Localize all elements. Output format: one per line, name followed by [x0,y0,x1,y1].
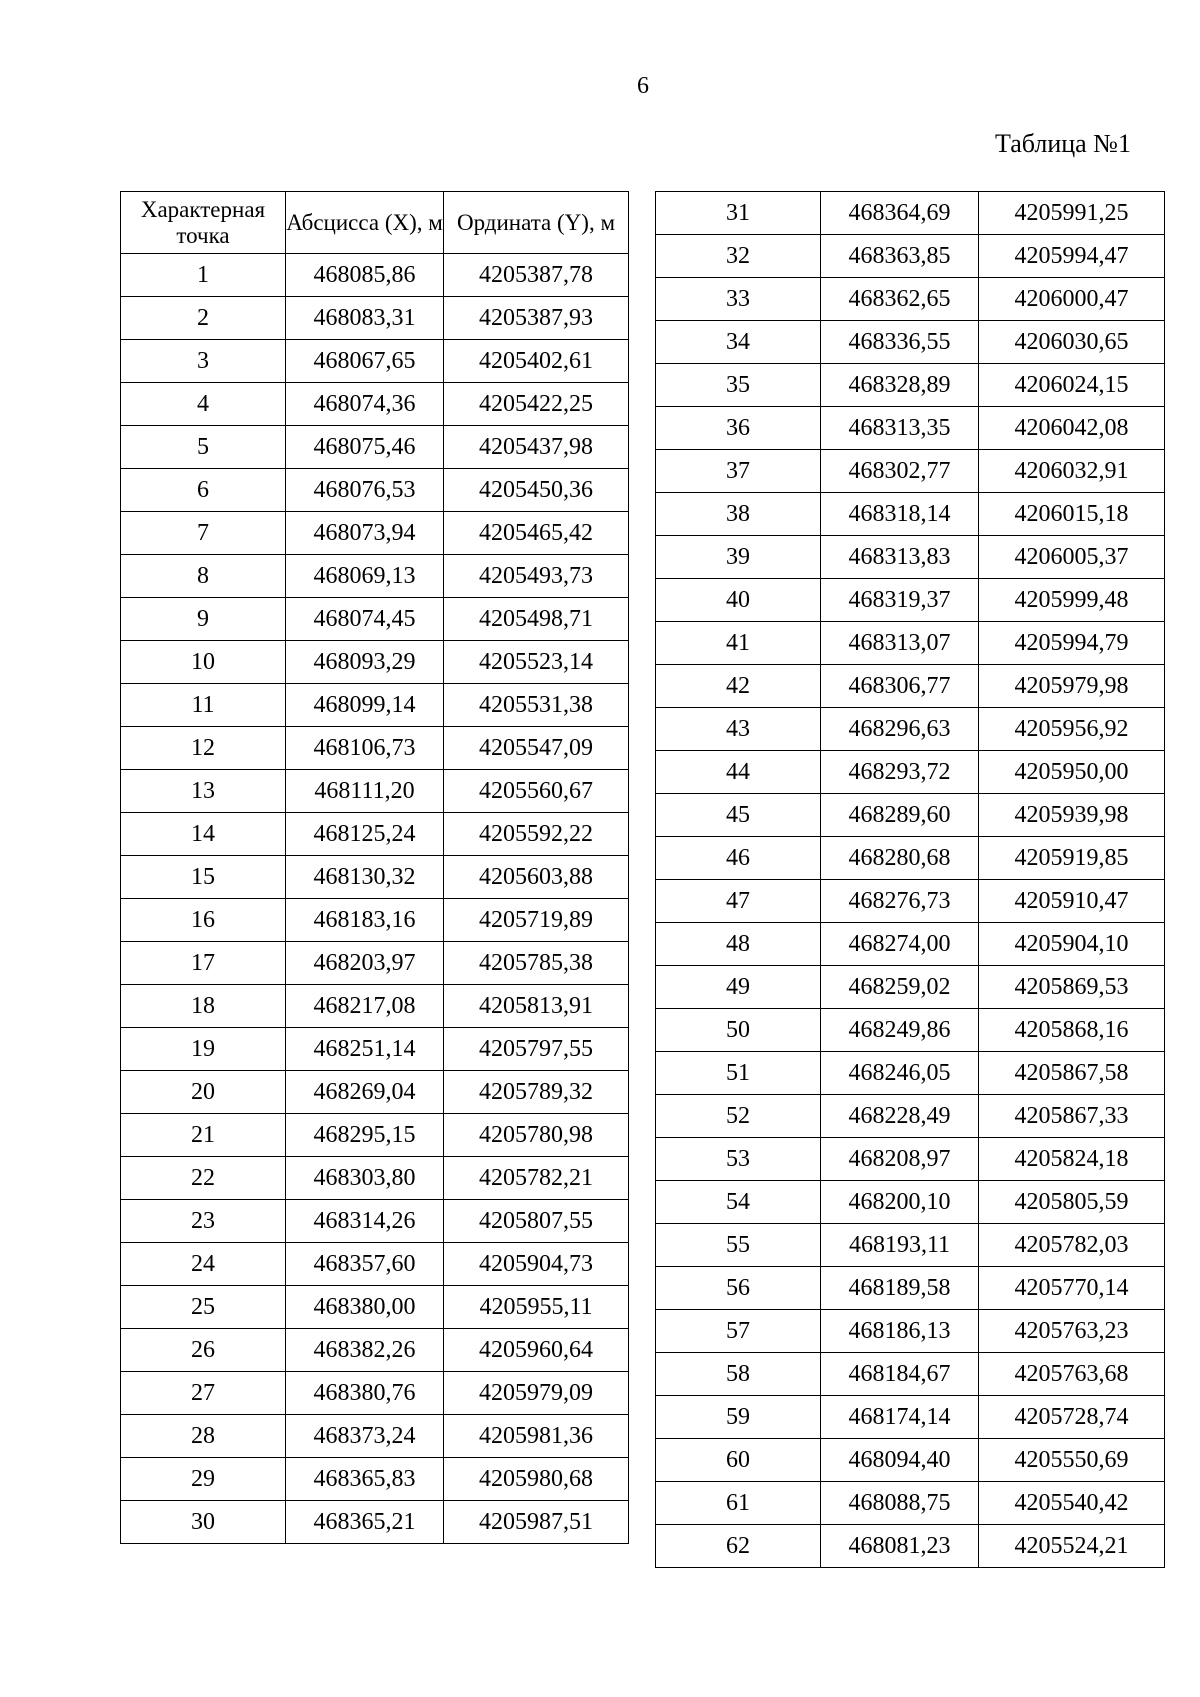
table-row [656,407,1165,450]
ordinate-cell: 4205950,00 [979,751,1165,794]
point-number-cell: 12 [121,727,286,770]
table-row [121,1243,629,1286]
abscissa-cell: 468246,05 [821,1052,979,1095]
table-row [121,942,629,985]
point-number-cell: 18 [121,985,286,1028]
ordinate-cell: 4205540,42 [979,1482,1165,1525]
table-row [656,665,1165,708]
abscissa-cell: 468380,76 [286,1372,444,1415]
table-row [656,278,1165,321]
table-row [656,364,1165,407]
abscissa-cell: 468088,75 [821,1482,979,1525]
table-row [121,985,629,1028]
point-number-cell: 11 [121,684,286,727]
table-row [656,751,1165,794]
point-number-cell: 48 [656,923,821,966]
abscissa-cell: 468081,23 [821,1525,979,1568]
ordinate-cell: 4205956,92 [979,708,1165,751]
point-number-cell: 25 [121,1286,286,1329]
ordinate-cell: 4205782,21 [444,1157,629,1200]
table-row [121,1372,629,1415]
ordinate-cell: 4205979,98 [979,665,1165,708]
table-row [656,536,1165,579]
ordinate-cell: 4205910,47 [979,880,1165,923]
ordinate-cell: 4206042,08 [979,407,1165,450]
abscissa-cell: 468083,31 [286,297,444,340]
point-number-cell: 20 [121,1071,286,1114]
ordinate-cell: 4205560,67 [444,770,629,813]
table-body-left [121,254,629,1544]
point-number-cell: 3 [121,340,286,383]
table-row [656,1224,1165,1267]
ordinate-cell: 4206032,91 [979,450,1165,493]
abscissa-cell: 468203,97 [286,942,444,985]
table-row [656,450,1165,493]
table-row [121,684,629,727]
point-number-cell: 6 [121,469,286,512]
table-row [656,321,1165,364]
table-row [656,708,1165,751]
table-row [656,794,1165,837]
ordinate-cell: 4205603,88 [444,856,629,899]
table-row [121,1286,629,1329]
abscissa-cell: 468067,65 [286,340,444,383]
point-number-cell: 26 [121,1329,286,1372]
point-number-cell: 23 [121,1200,286,1243]
point-number-cell: 55 [656,1224,821,1267]
ordinate-cell: 4205999,48 [979,579,1165,622]
point-number-cell: 31 [656,192,821,235]
abscissa-cell: 468183,16 [286,899,444,942]
table-row [121,383,629,426]
abscissa-cell: 468259,02 [821,966,979,1009]
abscissa-cell: 468363,85 [821,235,979,278]
table-row [656,1267,1165,1310]
point-number-cell: 53 [656,1138,821,1181]
abscissa-cell: 468295,15 [286,1114,444,1157]
ordinate-cell: 4205770,14 [979,1267,1165,1310]
point-number-cell: 2 [121,297,286,340]
table-row [656,1482,1165,1525]
ordinate-cell: 4206000,47 [979,278,1165,321]
ordinate-cell: 4205960,64 [444,1329,629,1372]
abscissa-cell: 468302,77 [821,450,979,493]
table-row [121,297,629,340]
abscissa-cell: 468365,83 [286,1458,444,1501]
ordinate-cell: 4205980,68 [444,1458,629,1501]
coordinates-table-right [655,191,1165,1568]
point-number-cell: 7 [121,512,286,555]
table-row [121,770,629,813]
point-number-cell: 1 [121,254,286,297]
table-row [656,1052,1165,1095]
point-number-cell: 59 [656,1396,821,1439]
ordinate-cell: 4205955,11 [444,1286,629,1329]
ordinate-cell: 4205807,55 [444,1200,629,1243]
point-number-cell: 22 [121,1157,286,1200]
abscissa-cell: 468074,45 [286,598,444,641]
point-number-cell: 57 [656,1310,821,1353]
table-row [121,856,629,899]
point-number-cell: 38 [656,493,821,536]
point-number-cell: 42 [656,665,821,708]
abscissa-cell: 468293,72 [821,751,979,794]
ordinate-cell: 4205782,03 [979,1224,1165,1267]
point-number-cell: 21 [121,1114,286,1157]
table-row [121,1157,629,1200]
table-row [121,555,629,598]
abscissa-cell: 468106,73 [286,727,444,770]
point-number-cell: 41 [656,622,821,665]
point-number-cell: 51 [656,1052,821,1095]
ordinate-cell: 4205498,71 [444,598,629,641]
ordinate-cell: 4205904,10 [979,923,1165,966]
abscissa-cell: 468313,07 [821,622,979,665]
table-row [121,426,629,469]
abscissa-cell: 468318,14 [821,493,979,536]
point-number-cell: 61 [656,1482,821,1525]
table-header-row [121,192,629,254]
header-abscissa: Абсцисса (X), м [286,192,444,254]
abscissa-cell: 468373,24 [286,1415,444,1458]
ordinate-cell: 4205919,85 [979,837,1165,880]
ordinate-cell: 4205939,98 [979,794,1165,837]
abscissa-cell: 468380,00 [286,1286,444,1329]
table-row [121,1114,629,1157]
table-row [656,192,1165,235]
point-number-cell: 45 [656,794,821,837]
ordinate-cell: 4205387,93 [444,297,629,340]
point-number-cell: 37 [656,450,821,493]
ordinate-cell: 4205994,47 [979,235,1165,278]
ordinate-cell: 4205987,51 [444,1501,629,1544]
abscissa-cell: 468314,26 [286,1200,444,1243]
point-number-cell: 58 [656,1353,821,1396]
ordinate-cell: 4205450,36 [444,469,629,512]
ordinate-cell: 4205402,61 [444,340,629,383]
abscissa-cell: 468189,58 [821,1267,979,1310]
abscissa-cell: 468269,04 [286,1071,444,1114]
ordinate-cell: 4205979,09 [444,1372,629,1415]
abscissa-cell: 468276,73 [821,880,979,923]
ordinate-cell: 4206015,18 [979,493,1165,536]
abscissa-cell: 468336,55 [821,321,979,364]
point-number-cell: 39 [656,536,821,579]
ordinate-cell: 4205991,25 [979,192,1165,235]
point-number-cell: 47 [656,880,821,923]
abscissa-cell: 468094,40 [821,1439,979,1482]
table-row [656,235,1165,278]
point-number-cell: 30 [121,1501,286,1544]
table-row [656,1439,1165,1482]
abscissa-cell: 468296,63 [821,708,979,751]
ordinate-cell: 4205805,59 [979,1181,1165,1224]
ordinate-cell: 4205719,89 [444,899,629,942]
table-row [656,1138,1165,1181]
abscissa-cell: 468313,83 [821,536,979,579]
header-ordinate: Ордината (Y), м [444,192,629,254]
abscissa-cell: 468328,89 [821,364,979,407]
point-number-cell: 28 [121,1415,286,1458]
point-number-cell: 4 [121,383,286,426]
table-row [656,1095,1165,1138]
abscissa-cell: 468085,86 [286,254,444,297]
table-row [121,1028,629,1071]
coordinates-table-left [120,191,629,1544]
point-number-cell: 46 [656,837,821,880]
ordinate-cell: 4205867,58 [979,1052,1165,1095]
table-row [656,1310,1165,1353]
abscissa-cell: 468069,13 [286,555,444,598]
ordinate-cell: 4205531,38 [444,684,629,727]
point-number-cell: 16 [121,899,286,942]
point-number-cell: 50 [656,1009,821,1052]
abscissa-cell: 468217,08 [286,985,444,1028]
abscissa-cell: 468289,60 [821,794,979,837]
abscissa-cell: 468125,24 [286,813,444,856]
point-number-cell: 60 [656,1439,821,1482]
point-number-cell: 8 [121,555,286,598]
table-row [121,1329,629,1372]
point-number-cell: 56 [656,1267,821,1310]
abscissa-cell: 468362,65 [821,278,979,321]
abscissa-cell: 468251,14 [286,1028,444,1071]
point-number-cell: 27 [121,1372,286,1415]
point-number-cell: 17 [121,942,286,985]
table-row [121,598,629,641]
abscissa-cell: 468382,26 [286,1329,444,1372]
table-row [121,1200,629,1243]
ordinate-cell: 4205763,23 [979,1310,1165,1353]
ordinate-cell: 4205465,42 [444,512,629,555]
point-number-cell: 44 [656,751,821,794]
ordinate-cell: 4205981,36 [444,1415,629,1458]
table-row [656,493,1165,536]
point-number-cell: 10 [121,641,286,684]
abscissa-cell: 468319,37 [821,579,979,622]
abscissa-cell: 468303,80 [286,1157,444,1200]
table-row [656,1009,1165,1052]
abscissa-cell: 468186,13 [821,1310,979,1353]
point-number-cell: 36 [656,407,821,450]
abscissa-cell: 468365,21 [286,1501,444,1544]
table-row [121,899,629,942]
abscissa-cell: 468130,32 [286,856,444,899]
point-number-cell: 35 [656,364,821,407]
ordinate-cell: 4205493,73 [444,555,629,598]
ordinate-cell: 4205524,21 [979,1525,1165,1568]
abscissa-cell: 468357,60 [286,1243,444,1286]
abscissa-cell: 468099,14 [286,684,444,727]
page-number: 6 [637,73,649,99]
abscissa-cell: 468184,67 [821,1353,979,1396]
table-row [121,469,629,512]
ordinate-cell: 4205592,22 [444,813,629,856]
abscissa-cell: 468111,20 [286,770,444,813]
table-row [121,1501,629,1544]
ordinate-cell: 4205387,78 [444,254,629,297]
ordinate-cell: 4205785,38 [444,942,629,985]
point-number-cell: 34 [656,321,821,364]
table-row [656,622,1165,665]
abscissa-cell: 468200,10 [821,1181,979,1224]
point-number-cell: 54 [656,1181,821,1224]
ordinate-cell: 4205437,98 [444,426,629,469]
table-row [656,923,1165,966]
abscissa-cell: 468228,49 [821,1095,979,1138]
point-number-cell: 52 [656,1095,821,1138]
table-row [121,1458,629,1501]
abscissa-cell: 468174,14 [821,1396,979,1439]
ordinate-cell: 4205904,73 [444,1243,629,1286]
header-point: Характерная точка [121,192,286,254]
table-row [656,880,1165,923]
ordinate-cell: 4205547,09 [444,727,629,770]
point-number-cell: 13 [121,770,286,813]
ordinate-cell: 4205763,68 [979,1353,1165,1396]
ordinate-cell: 4205523,14 [444,641,629,684]
ordinate-cell: 4205994,79 [979,622,1165,665]
table-title: Таблица №1 [994,129,1131,158]
abscissa-cell: 468093,29 [286,641,444,684]
abscissa-cell: 468249,86 [821,1009,979,1052]
ordinate-cell: 4205868,16 [979,1009,1165,1052]
table-row [121,641,629,684]
ordinate-cell: 4206005,37 [979,536,1165,579]
table-row [121,340,629,383]
table-row [121,1071,629,1114]
point-number-cell: 62 [656,1525,821,1568]
table-row [656,1396,1165,1439]
table-row [121,512,629,555]
abscissa-cell: 468208,97 [821,1138,979,1181]
abscissa-cell: 468193,11 [821,1224,979,1267]
point-number-cell: 40 [656,579,821,622]
ordinate-cell: 4205550,69 [979,1439,1165,1482]
point-number-cell: 5 [121,426,286,469]
ordinate-cell: 4205422,25 [444,383,629,426]
point-number-cell: 33 [656,278,821,321]
table-row [656,1181,1165,1224]
abscissa-cell: 468274,00 [821,923,979,966]
abscissa-cell: 468306,77 [821,665,979,708]
ordinate-cell: 4205867,33 [979,1095,1165,1138]
abscissa-cell: 468364,69 [821,192,979,235]
abscissa-cell: 468074,36 [286,383,444,426]
ordinate-cell: 4206024,15 [979,364,1165,407]
table-row [121,727,629,770]
ordinate-cell: 4205813,91 [444,985,629,1028]
abscissa-cell: 468073,94 [286,512,444,555]
ordinate-cell: 4205824,18 [979,1138,1165,1181]
ordinate-cell: 4205797,55 [444,1028,629,1071]
table-row [656,1525,1165,1568]
table-row [656,1353,1165,1396]
point-number-cell: 9 [121,598,286,641]
table-row [656,837,1165,880]
point-number-cell: 14 [121,813,286,856]
table-row [121,1415,629,1458]
point-number-cell: 15 [121,856,286,899]
point-number-cell: 29 [121,1458,286,1501]
table-row [121,254,629,297]
point-number-cell: 32 [656,235,821,278]
point-number-cell: 24 [121,1243,286,1286]
abscissa-cell: 468075,46 [286,426,444,469]
ordinate-cell: 4205728,74 [979,1396,1165,1439]
ordinate-cell: 4205869,53 [979,966,1165,1009]
ordinate-cell: 4205780,98 [444,1114,629,1157]
table-row [656,579,1165,622]
abscissa-cell: 468313,35 [821,407,979,450]
ordinate-cell: 4206030,65 [979,321,1165,364]
point-number-cell: 43 [656,708,821,751]
abscissa-cell: 468280,68 [821,837,979,880]
table-row [121,813,629,856]
point-number-cell: 19 [121,1028,286,1071]
abscissa-cell: 468076,53 [286,469,444,512]
point-number-cell: 49 [656,966,821,1009]
ordinate-cell: 4205789,32 [444,1071,629,1114]
table-row [656,966,1165,1009]
table-body-right [656,192,1165,1568]
